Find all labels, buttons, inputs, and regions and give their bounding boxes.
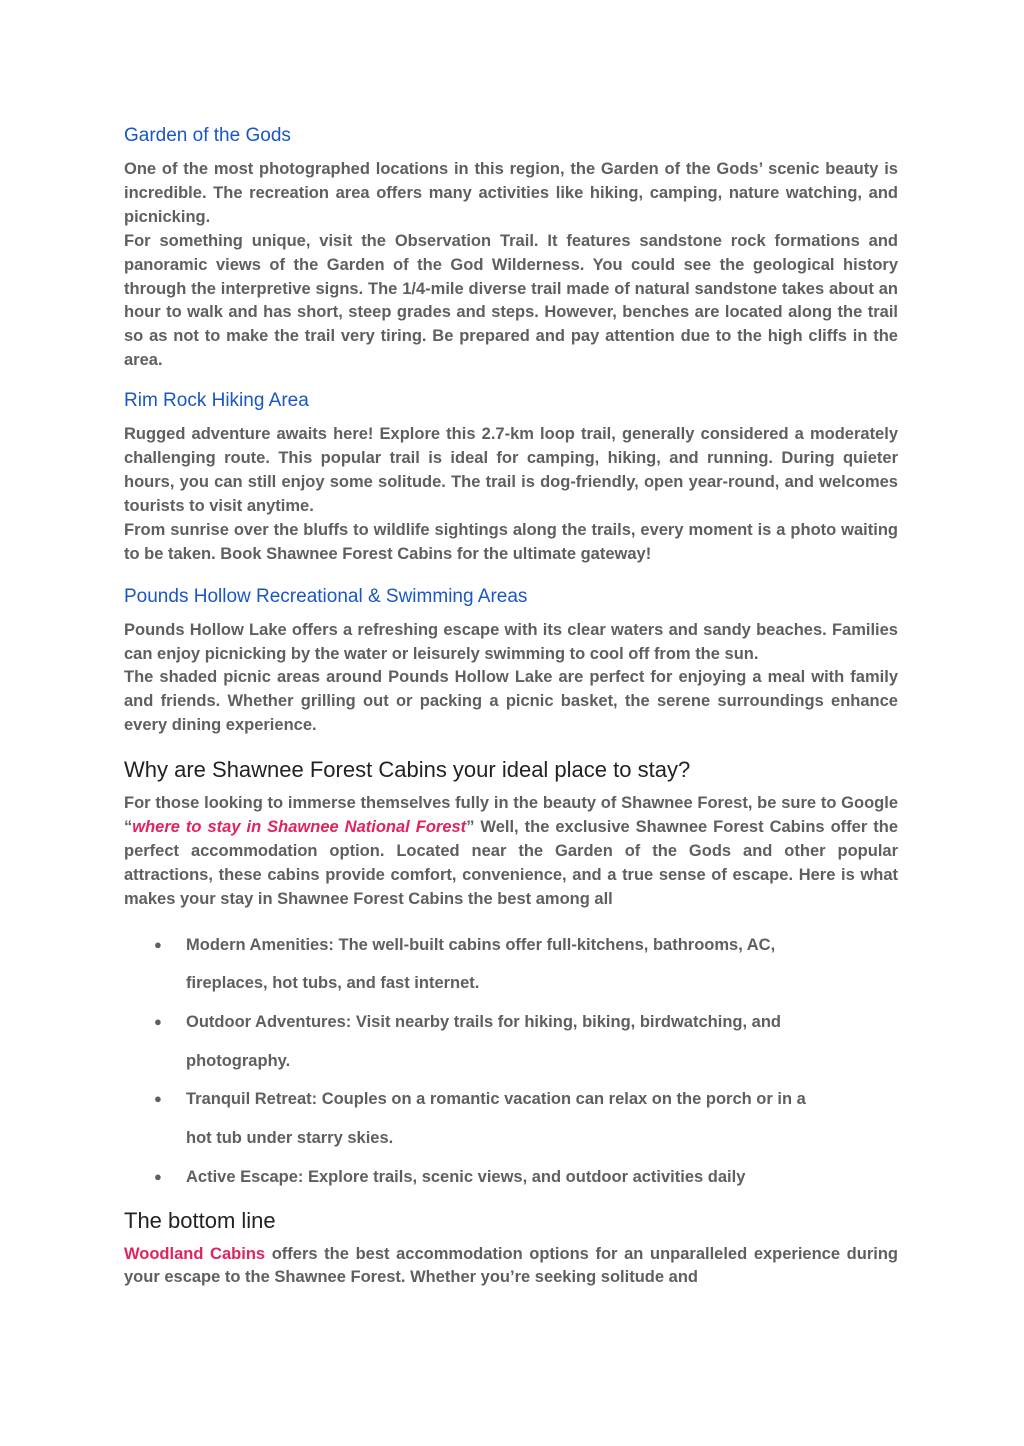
paragraph: One of the most photographed locations in this region, the Garden of the Gods’ scenic beauty is incredible. The recreation area offers many activities like hiking, camping, nature watching, and picnicking. (124, 160, 898, 226)
why-intro-paragraph (124, 792, 898, 912)
list-item-text: Active Escape: Explore trails, scenic views, and outdoor activities daily (186, 1167, 746, 1186)
bullet-icon: ● (154, 1091, 162, 1107)
paragraph: The shaded picnic areas around Pounds Hollow Lake are perfect for enjoying a meal with family and friends. Whether grilling out or packing a picnic basket, the serene surroundings enhance every dining experience. (124, 668, 898, 735)
paragraph: From sunrise over the bluffs to wildlife sightings along the trails, every moment is a photo waiting to be taken. Book Shawnee Forest Cabins for the ultimate gateway! (124, 520, 898, 563)
list-item (124, 1003, 836, 1080)
where-to-stay-link[interactable]: where to stay in Shawnee National Forest (132, 818, 467, 837)
document-page (124, 118, 898, 1290)
bullet-icon: ● (154, 1014, 162, 1030)
bottom-text: offers the best accommodation options for an unparalleled experience during your escape to the Shawnee Forest. Whether you’re seeking solitude and (124, 1244, 898, 1287)
list-item (124, 1158, 836, 1197)
section-heading-why: Why are Shawnee Forest Cabins your ideal place to stay? (124, 757, 691, 783)
list-item-text: Tranquil Retreat: Couples on a romantic vacation can relax on the porch or in a hot tub under starry skies. (186, 1090, 806, 1148)
list-item (124, 926, 836, 1003)
paragraph: Rugged adventure awaits here! Explore this 2.7-km loop trail, generally considered a moderately challenging route. This popular trail is ideal for camping, hiking, and running. During quieter hours, you can still enjoy some solitude. The trail is dog-friendly, open year-round, and welcomes tourists to visit anytime. (124, 425, 898, 515)
why-intro-after: ” Well, the exclusive Shawnee Forest Cabins offer the perfect accommodation option. Located near the Garden of the Gods and other popular attractions, these cabins provide comfort, convenience, and a true sense of escape. Here is what makes your stay in Shawnee Forest Cabins the best among all (124, 818, 898, 908)
section-heading-bottom-line: The bottom line (124, 1207, 276, 1233)
bottom-paragraph (124, 1243, 898, 1291)
list-item (124, 1080, 836, 1157)
section-heading-pounds-hollow: Pounds Hollow Recreational & Swimming Areas (124, 585, 528, 607)
list-item-text: Outdoor Adventures: Visit nearby trails for hiking, biking, birdwatching, and photography. (186, 1013, 781, 1070)
bullet-icon: ● (154, 1168, 162, 1184)
bullet-icon: ● (154, 936, 162, 952)
paragraph: Pounds Hollow Lake offers a refreshing escape with its clear waters and sandy beaches. Families can enjoy picnicking by the water or leisurely swimming to cool off from the sun. (124, 620, 898, 663)
why-intro-before: For those looking to immerse themselves fully in the beauty of Shawnee Forest, be sure to Google “ (124, 794, 898, 837)
paragraph: For something unique, visit the Observation Trail. It features sandstone rock formations and panoramic views of the Garden of the God Wilderness. You could see the geological history through the interpretive signs. The 1/4-mile diverse trail made of natural sandstone takes about an hour to walk and has short, steep grades and steps. However, benches are located along the trail so as not to make the trail very tiring. Be prepared and pay attention due to the high cliffs in the area. (124, 231, 898, 370)
section-heading-garden-of-the-gods: Garden of the Gods (124, 125, 291, 146)
section-heading-rim-rock: Rim Rock Hiking Area (124, 390, 309, 412)
woodland-cabins-link[interactable]: Woodland Cabins (124, 1244, 266, 1263)
amenities-list (124, 926, 898, 1197)
list-item-text: Modern Amenities: The well-built cabins offer full-kitchens, bathrooms, AC, fireplaces, hot tubs, and fast internet. (186, 935, 776, 993)
